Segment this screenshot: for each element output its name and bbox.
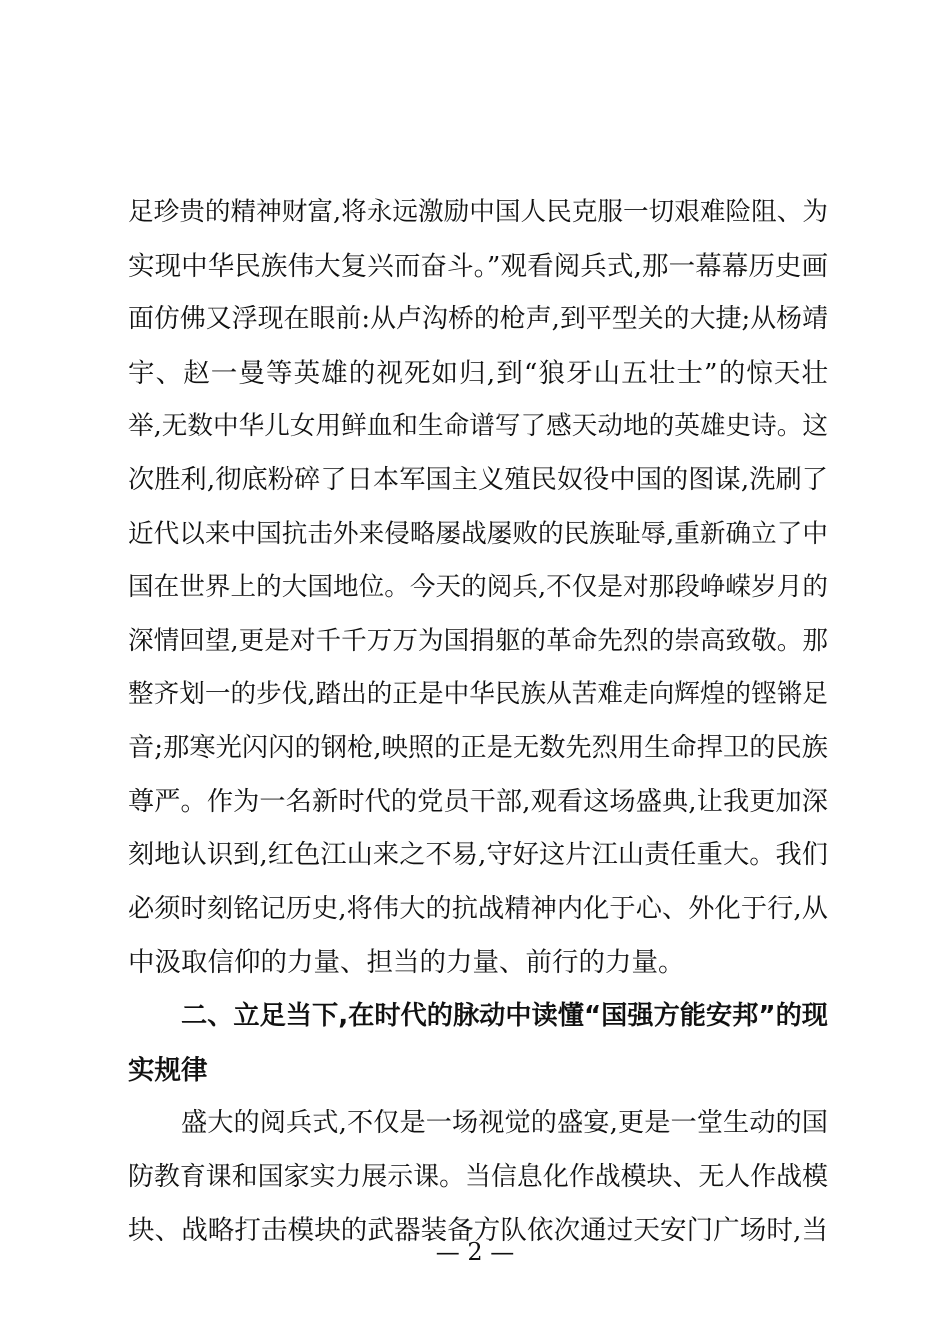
text-line: 次胜利,彻底粉碎了日本军国主义殖民奴役中国的图谋,洗刷了 — [128, 464, 828, 495]
text-line: 整齐划一的步伐,踏出的正是中华民族从苦难走向辉煌的铿锵足 — [128, 679, 828, 710]
text-line: 防教育课和国家实力展示课。当信息化作战模块、无人作战模 — [128, 1161, 828, 1192]
text-line: 块、战略打击模块的武器装备方队依次通过天安门广场时,当 — [128, 1215, 828, 1247]
text-line: 深情回望,更是对千千万万为国捐躯的革命先烈的崇高致敬。那 — [128, 625, 828, 656]
section-heading — [128, 990, 828, 1097]
text-line: 中汲取信仰的力量、担当的力量、前行的力量。 — [128, 947, 685, 979]
text-line: 国在世界上的大国地位。今天的阅兵,不仅是对那段峥嵘岁月的 — [128, 572, 828, 603]
text-line: 足珍贵的精神财富,将永远激励中国人民克服一切艰难险阻、为 — [128, 197, 828, 227]
text-line: 宇、赵一曼等英雄的视死如归,到“狼牙山五壮士”的惊天壮 — [128, 357, 828, 389]
page-number: — 2 — — [435, 1238, 515, 1266]
text-line: 实现中华民族伟大复兴而奋斗。”观看阅兵式,那一幕幕历史画 — [128, 250, 828, 282]
text-line: 举,无数中华儿女用鲜血和生命谱写了感天动地的英雄史诗。这 — [128, 411, 828, 442]
text-line: 面仿佛又浮现在眼前:从卢沟桥的枪声,到平型关的大捷;从杨靖 — [128, 304, 828, 335]
text-line: 盛大的阅兵式,不仅是一场视觉的盛宴,更是一堂生动的国 — [181, 1108, 828, 1139]
heading-line: 实规律 — [128, 1054, 208, 1086]
paragraph — [128, 1097, 828, 1258]
text-line: 近代以来中国抗击外来侵略屡战屡败的民族耻辱,重新确立了中 — [128, 518, 828, 549]
paragraph — [128, 186, 828, 990]
heading-line: 二、立足当下,在时代的脉动中读懂“国强方能安邦”的现 — [181, 1000, 828, 1031]
text-line: 刻地认识到,红色江山来之不易,守好这片江山责任重大。我们 — [128, 840, 828, 871]
text-line: 音;那寒光闪闪的钢枪,映照的正是无数先烈用生命捍卫的民族 — [128, 732, 828, 763]
document-body — [128, 186, 828, 1258]
text-line: 尊严。作为一名新时代的党员干部,观看这场盛典,让我更加深 — [128, 786, 828, 817]
text-line: 必须时刻铭记历史,将伟大的抗战精神内化于心、外化于行,从 — [128, 893, 828, 924]
